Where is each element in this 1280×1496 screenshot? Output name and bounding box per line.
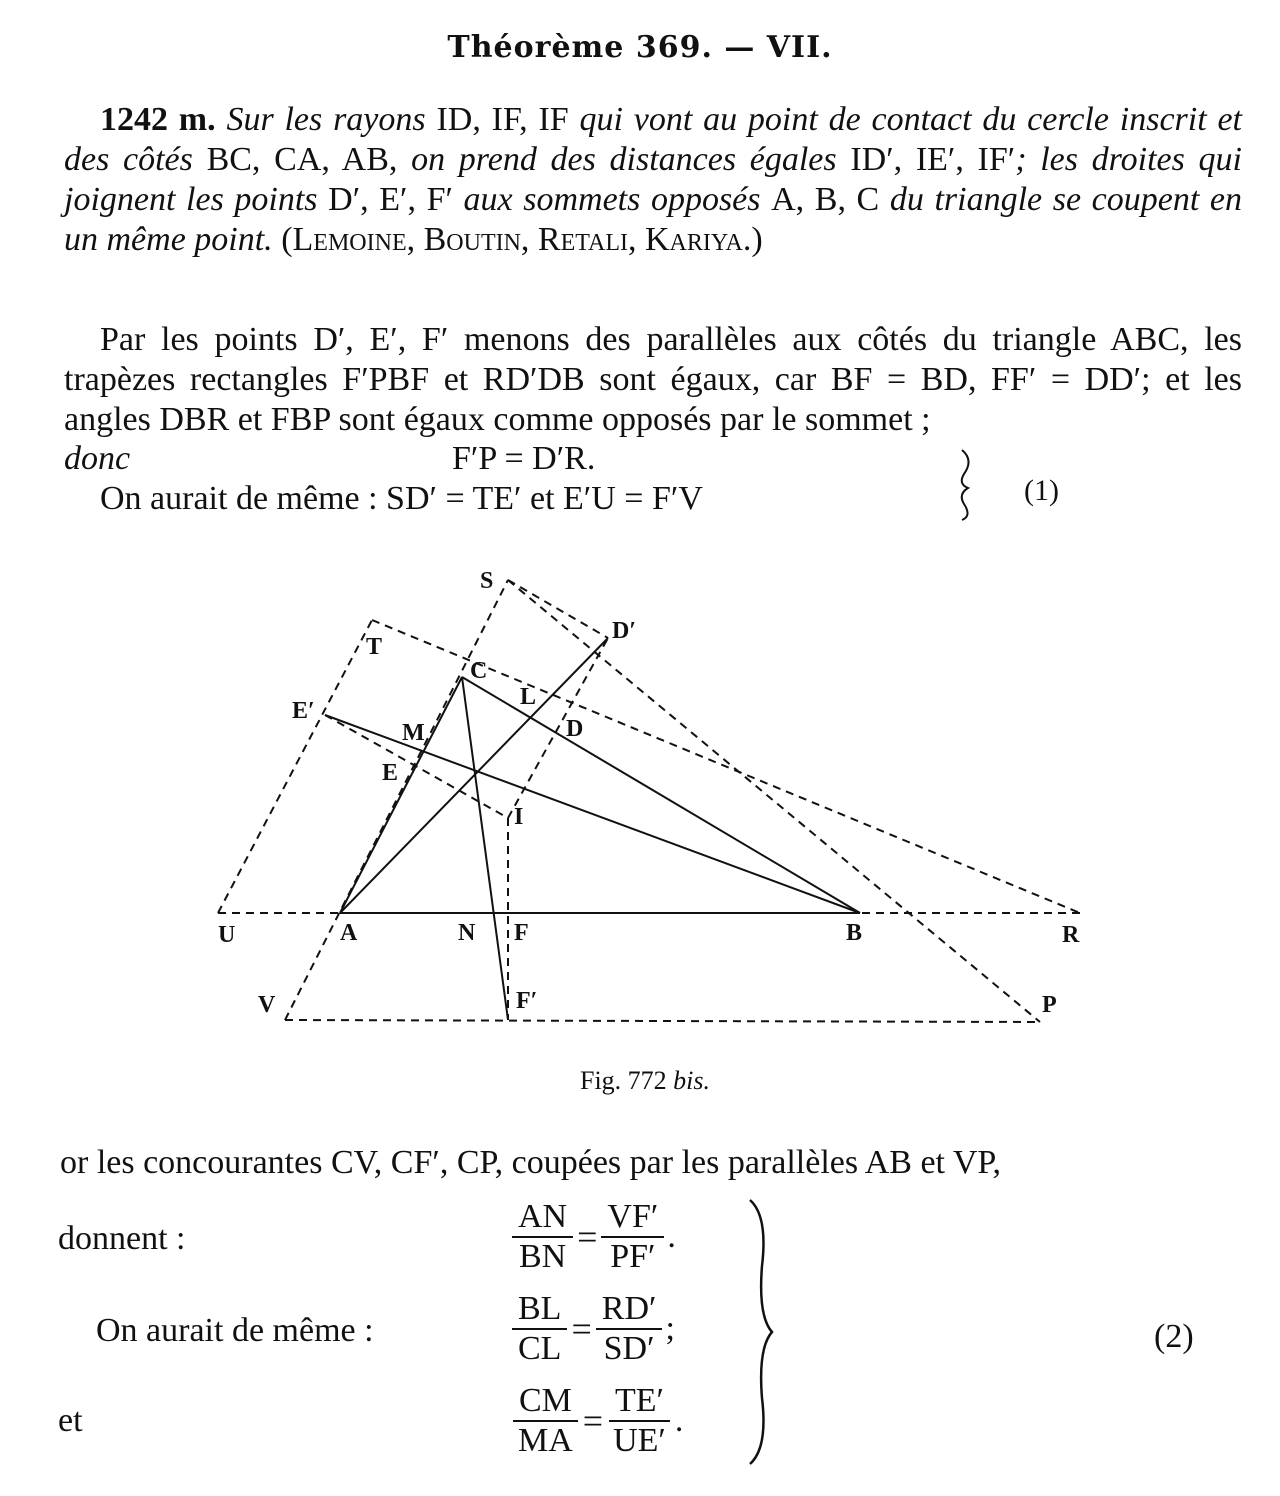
statement-text-e: aux sommets opposés — [452, 181, 772, 218]
line-SP — [508, 580, 1040, 1022]
statement-text-a: Sur les rayons — [215, 101, 437, 138]
label-T: T — [366, 634, 383, 660]
label-M: M — [402, 720, 425, 746]
fraction-row-3 — [512, 1382, 683, 1460]
line-AC — [340, 677, 462, 913]
authors-open: ( — [272, 221, 293, 258]
equation-1-label: (1) — [1024, 474, 1059, 507]
line-VP — [285, 1020, 1040, 1022]
denominator: CL — [518, 1330, 562, 1367]
authors-close: ) — [751, 221, 763, 258]
statement-text-f: du triangle se coupent en un même point. — [64, 181, 1242, 258]
donc-word: donc — [64, 440, 131, 477]
statement-text-c: on prend des distances égales — [397, 141, 851, 178]
numerator: AN — [512, 1198, 573, 1238]
line-CF-prime — [462, 677, 508, 1020]
equals-sign: = — [582, 1401, 604, 1441]
line-ID-prime — [508, 638, 608, 818]
label-U: U — [218, 922, 236, 948]
numerator: TE′ — [609, 1382, 670, 1422]
label-A: A — [340, 920, 358, 946]
statement-text-d: ; les droites qui joignent les points — [64, 141, 1242, 218]
statement-authors: Lemoine, Boutin, Retali, Kariya. — [292, 221, 752, 258]
statement-text-b: qui vont au point de contact du cercle inscrit et des côtés — [64, 101, 1243, 178]
numerator: BL — [512, 1290, 567, 1330]
equation-2-label: (2) — [1154, 1318, 1194, 1355]
fraction-TE-UE — [607, 1382, 672, 1460]
caption-suffix: bis. — [673, 1066, 711, 1095]
label-F: F — [514, 920, 529, 946]
statement-radii: ID, IF, IF — [436, 101, 569, 138]
equals-sign: = — [571, 1309, 592, 1349]
punctuation: ; — [665, 1310, 675, 1347]
figure-772-bis — [0, 560, 1280, 1080]
label-E: E — [382, 760, 399, 786]
equals-sign: = — [577, 1217, 598, 1257]
label-D-prime: D′ — [612, 618, 637, 644]
proof-paragraph — [64, 320, 1242, 440]
label-N: N — [458, 920, 476, 946]
brace-1 — [950, 446, 980, 522]
denominator: SD′ — [603, 1330, 655, 1367]
numerator: RD′ — [596, 1290, 663, 1330]
fraction-VF-PF — [601, 1198, 664, 1276]
brace-2 — [740, 1196, 780, 1468]
denominator: PF′ — [610, 1238, 656, 1275]
same-line: On aurait de même : SD′ = TE′ et E′U = F′V — [100, 480, 703, 517]
line-UT — [218, 620, 372, 913]
denominator: MA — [518, 1422, 573, 1459]
donnent-label: donnent : — [58, 1220, 186, 1257]
label-L: L — [520, 684, 537, 710]
punctuation: . — [667, 1218, 676, 1255]
denominator: BN — [518, 1238, 567, 1275]
concourantes-line: or les concourantes CV, CF′, CP, coupées par les parallèles AB et VP, — [60, 1144, 1002, 1181]
denominator: UE′ — [613, 1422, 666, 1459]
fraction-row-2 — [512, 1290, 675, 1368]
label-F-prime: F′ — [516, 988, 538, 1014]
numerator: VF′ — [601, 1198, 664, 1238]
label-I: I — [514, 804, 524, 830]
problem-number: 1242 m. — [100, 101, 216, 138]
label-R: R — [1062, 922, 1080, 948]
et-label: et — [58, 1402, 83, 1439]
problem-statement — [64, 100, 1242, 260]
fraction-RD-SD — [596, 1290, 663, 1368]
label-C: C — [470, 658, 488, 684]
statement-sides: BC, CA, AB, — [206, 141, 398, 178]
caption-prefix: Fig. 772 — [579, 1066, 674, 1095]
numerator: CM — [513, 1382, 578, 1422]
line-SD-prime — [508, 580, 608, 638]
label-B: B — [846, 920, 863, 946]
same-label-2: On aurait de même : — [96, 1312, 374, 1349]
page-header: Théorème 369. — VII. — [447, 30, 833, 65]
statement-vertices: A, B, C — [771, 181, 880, 218]
label-P: P — [1042, 992, 1057, 1018]
donc-equation: F′P = D′R. — [452, 440, 596, 477]
fraction-CM-MA — [512, 1382, 579, 1460]
statement-points: D′, E′, F′ — [328, 181, 453, 218]
fraction-row-1 — [512, 1198, 676, 1276]
line-BC — [462, 677, 860, 913]
statement-distances: ID′, IE′, IF′ — [850, 141, 1016, 178]
proof-text: Par les points D′, E′, F′ menons des parallèles aux côtés du triangle ABC, les trapèzes rectangles F′PBF et RD′DB sont égaux, car BF = BD, FF′ = DD′; et les angles DBR et FBP sont égaux comme opposés par le sommet ; — [64, 321, 1242, 438]
label-V: V — [258, 992, 276, 1018]
label-D: D — [566, 716, 584, 742]
label-S: S — [480, 568, 494, 594]
label-E-prime: E′ — [292, 698, 315, 724]
fraction-AN-BN — [512, 1198, 573, 1276]
punctuation: . — [674, 1402, 684, 1439]
figure-caption — [0, 1066, 1280, 1096]
fraction-BL-CL — [512, 1290, 567, 1368]
